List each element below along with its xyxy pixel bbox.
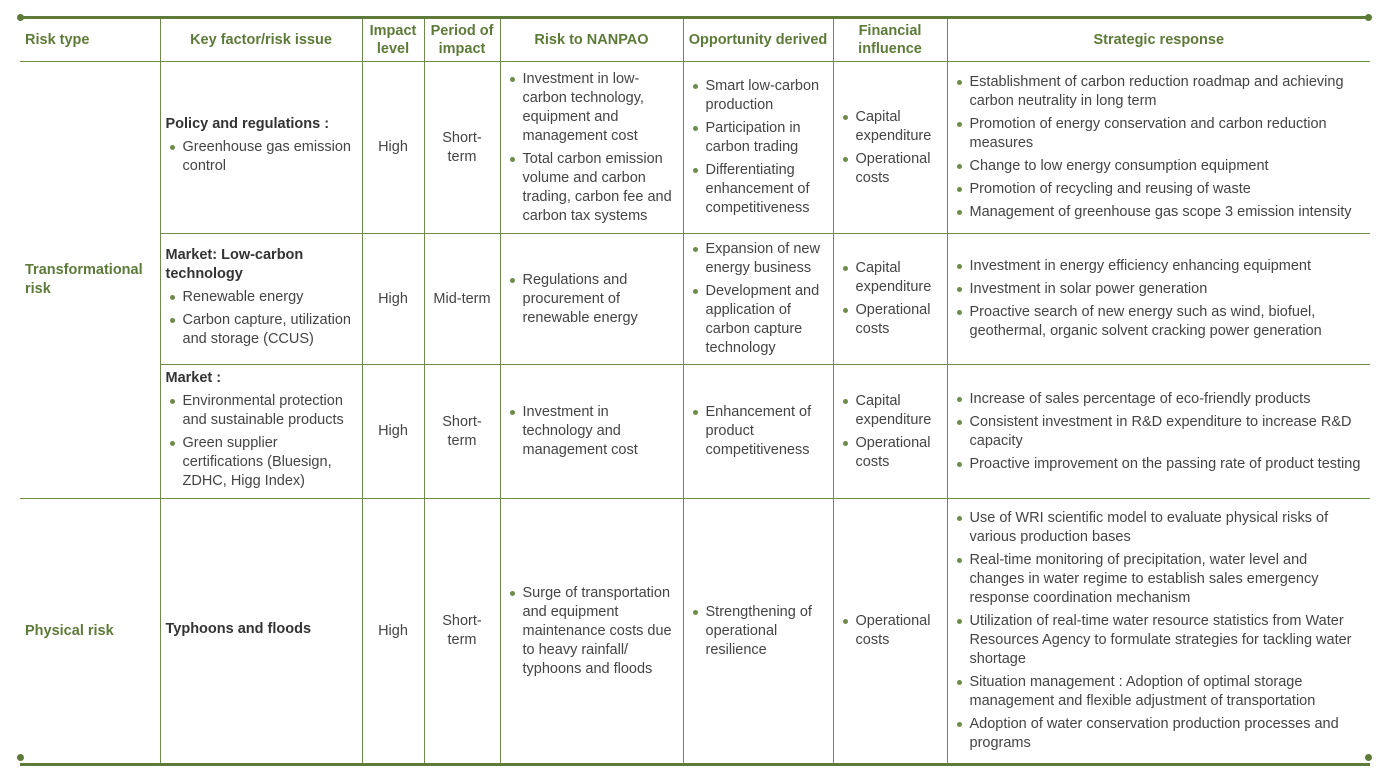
header-risk-type: Risk type (20, 18, 160, 62)
list-item: Use of WRI scientific model to evaluate physical risks of various production bases (953, 509, 1366, 547)
period-cell: Mid-term (424, 234, 500, 365)
period-cell: Short-term (424, 499, 500, 765)
table-row (20, 62, 1370, 234)
list-item: Capital expenditure (839, 108, 942, 146)
list-item: Consistent investment in R&D expenditure to increase R&D capacity (953, 413, 1366, 451)
key-factor-cell (160, 234, 362, 365)
list-item: Increase of sales percentage of eco-friendly products (953, 390, 1366, 409)
list-item: Investment in low-carbon technology, equipment and management cost (506, 70, 678, 146)
climate-risk-table (20, 16, 1370, 766)
key-factor-cell (160, 499, 362, 765)
risk-type-physical: Physical risk (20, 499, 160, 765)
impact-level-cell: High (362, 62, 424, 234)
header-row (20, 18, 1370, 62)
list-item: Establishment of carbon reduction roadmap and achieving carbon neutrality in long term (953, 73, 1366, 111)
header-key-factor: Key factor/risk issue (160, 18, 362, 62)
list-item: Investment in energy efficiency enhancing equipment (953, 257, 1366, 276)
list-item: Investment in technology and management cost (506, 403, 678, 460)
list-item: Proactive search of new energy such as wind, biofuel, geothermal, organic solvent cracking power generation (953, 303, 1366, 341)
header-financial: Financial influence (833, 18, 947, 62)
financial-cell (833, 499, 947, 765)
rule-end-dot (17, 754, 24, 761)
factor-list (166, 392, 357, 491)
list-item: Change to low energy consumption equipment (953, 157, 1366, 176)
opportunity-cell (683, 234, 833, 365)
strategy-cell (947, 365, 1370, 499)
list-item: Renewable energy (166, 288, 357, 307)
list-item: Expansion of new energy business (689, 240, 828, 278)
list-item: Surge of transportation and equipment maintenance costs due to heavy rainfall/ typhoons and floods (506, 584, 678, 679)
list-item: Capital expenditure (839, 259, 942, 297)
list-item: Regulations and procurement of renewable energy (506, 271, 678, 328)
factor-title: Policy and regulations : (165, 116, 330, 132)
risk-type-transformational: Transformational risk (25, 262, 143, 297)
list-item: Promotion of recycling and reusing of waste (953, 180, 1366, 199)
opportunity-cell (683, 62, 833, 234)
list-item: Participation in carbon trading (689, 119, 828, 157)
financial-cell (833, 234, 947, 365)
list-item: Strengthening of operational resilience (689, 603, 828, 660)
table-row (20, 234, 1370, 365)
factor-list (166, 138, 357, 176)
strategy-cell (947, 234, 1370, 365)
period-cell: Short-term (424, 365, 500, 499)
strategy-cell (947, 62, 1370, 234)
strategy-cell (947, 499, 1370, 765)
opportunity-cell (683, 499, 833, 765)
list-item: Smart low-carbon production (689, 77, 828, 115)
header-risk-to-nanpao: Risk to NANPAO (500, 18, 683, 62)
header-period: Period of impact (424, 18, 500, 62)
factor-list (166, 288, 357, 349)
impact-level-cell: High (362, 499, 424, 765)
risk-cell (500, 365, 683, 499)
list-item: Carbon capture, utilization and storage (CCUS) (166, 311, 357, 349)
list-item: Total carbon emission volume and carbon trading, carbon fee and carbon tax systems (506, 150, 678, 226)
opportunity-cell (683, 365, 833, 499)
risk-cell (500, 234, 683, 365)
list-item: Enhancement of product competitiveness (689, 403, 828, 460)
header-strategic: Strategic response (947, 18, 1370, 62)
header-impact-level: Impact level (362, 18, 424, 62)
impact-level-cell: High (362, 234, 424, 365)
list-item: Adoption of water conservation production processes and programs (953, 715, 1366, 753)
list-item: Promotion of energy conservation and carbon reduction measures (953, 115, 1366, 153)
rule-end-dot (1365, 754, 1372, 761)
list-item: Operational costs (839, 434, 942, 472)
list-item: Real-time monitoring of precipitation, water level and changes in water regime to establish sales emergency response coordination mechanism (953, 551, 1366, 608)
risk-cell (500, 62, 683, 234)
list-item: Operational costs (839, 150, 942, 188)
header-opportunity: Opportunity derived (683, 18, 833, 62)
risk-cell (500, 499, 683, 765)
list-item: Greenhouse gas emission control (166, 138, 357, 176)
impact-level-cell: High (362, 365, 424, 499)
rule-end-dot (17, 14, 24, 21)
table-row (20, 499, 1370, 765)
list-item: Differentiating enhancement of competitiveness (689, 161, 828, 218)
list-item: Utilization of real-time water resource statistics from Water Resources Agency to formulate strategies for tackling water shortage (953, 612, 1366, 669)
list-item: Green supplier certifications (Bluesign, ZDHC, Higg Index) (166, 434, 357, 491)
list-item: Investment in solar power generation (953, 280, 1366, 299)
key-factor-cell (160, 365, 362, 499)
list-item: Management of greenhouse gas scope 3 emission intensity (953, 203, 1366, 222)
list-item: Proactive improvement on the passing rate of product testing (953, 455, 1366, 474)
list-item: Capital expenditure (839, 392, 942, 430)
list-item: Situation management : Adoption of optimal storage management and flexible adjustment of transportation (953, 673, 1366, 711)
rule-end-dot (1365, 14, 1372, 21)
key-factor-cell (160, 62, 362, 234)
financial-cell (833, 62, 947, 234)
factor-title: Typhoons and floods (165, 621, 312, 637)
table-row (20, 365, 1370, 499)
period-cell: Short-term (424, 62, 500, 234)
list-item: Environmental protection and sustainable products (166, 392, 357, 430)
financial-cell (833, 365, 947, 499)
factor-title: Market : (165, 369, 222, 386)
factor-title: Market: Low-carbon technology (165, 246, 304, 282)
list-item: Operational costs (839, 612, 942, 650)
list-item: Development and application of carbon capture technology (689, 282, 828, 358)
list-item: Operational costs (839, 301, 942, 339)
